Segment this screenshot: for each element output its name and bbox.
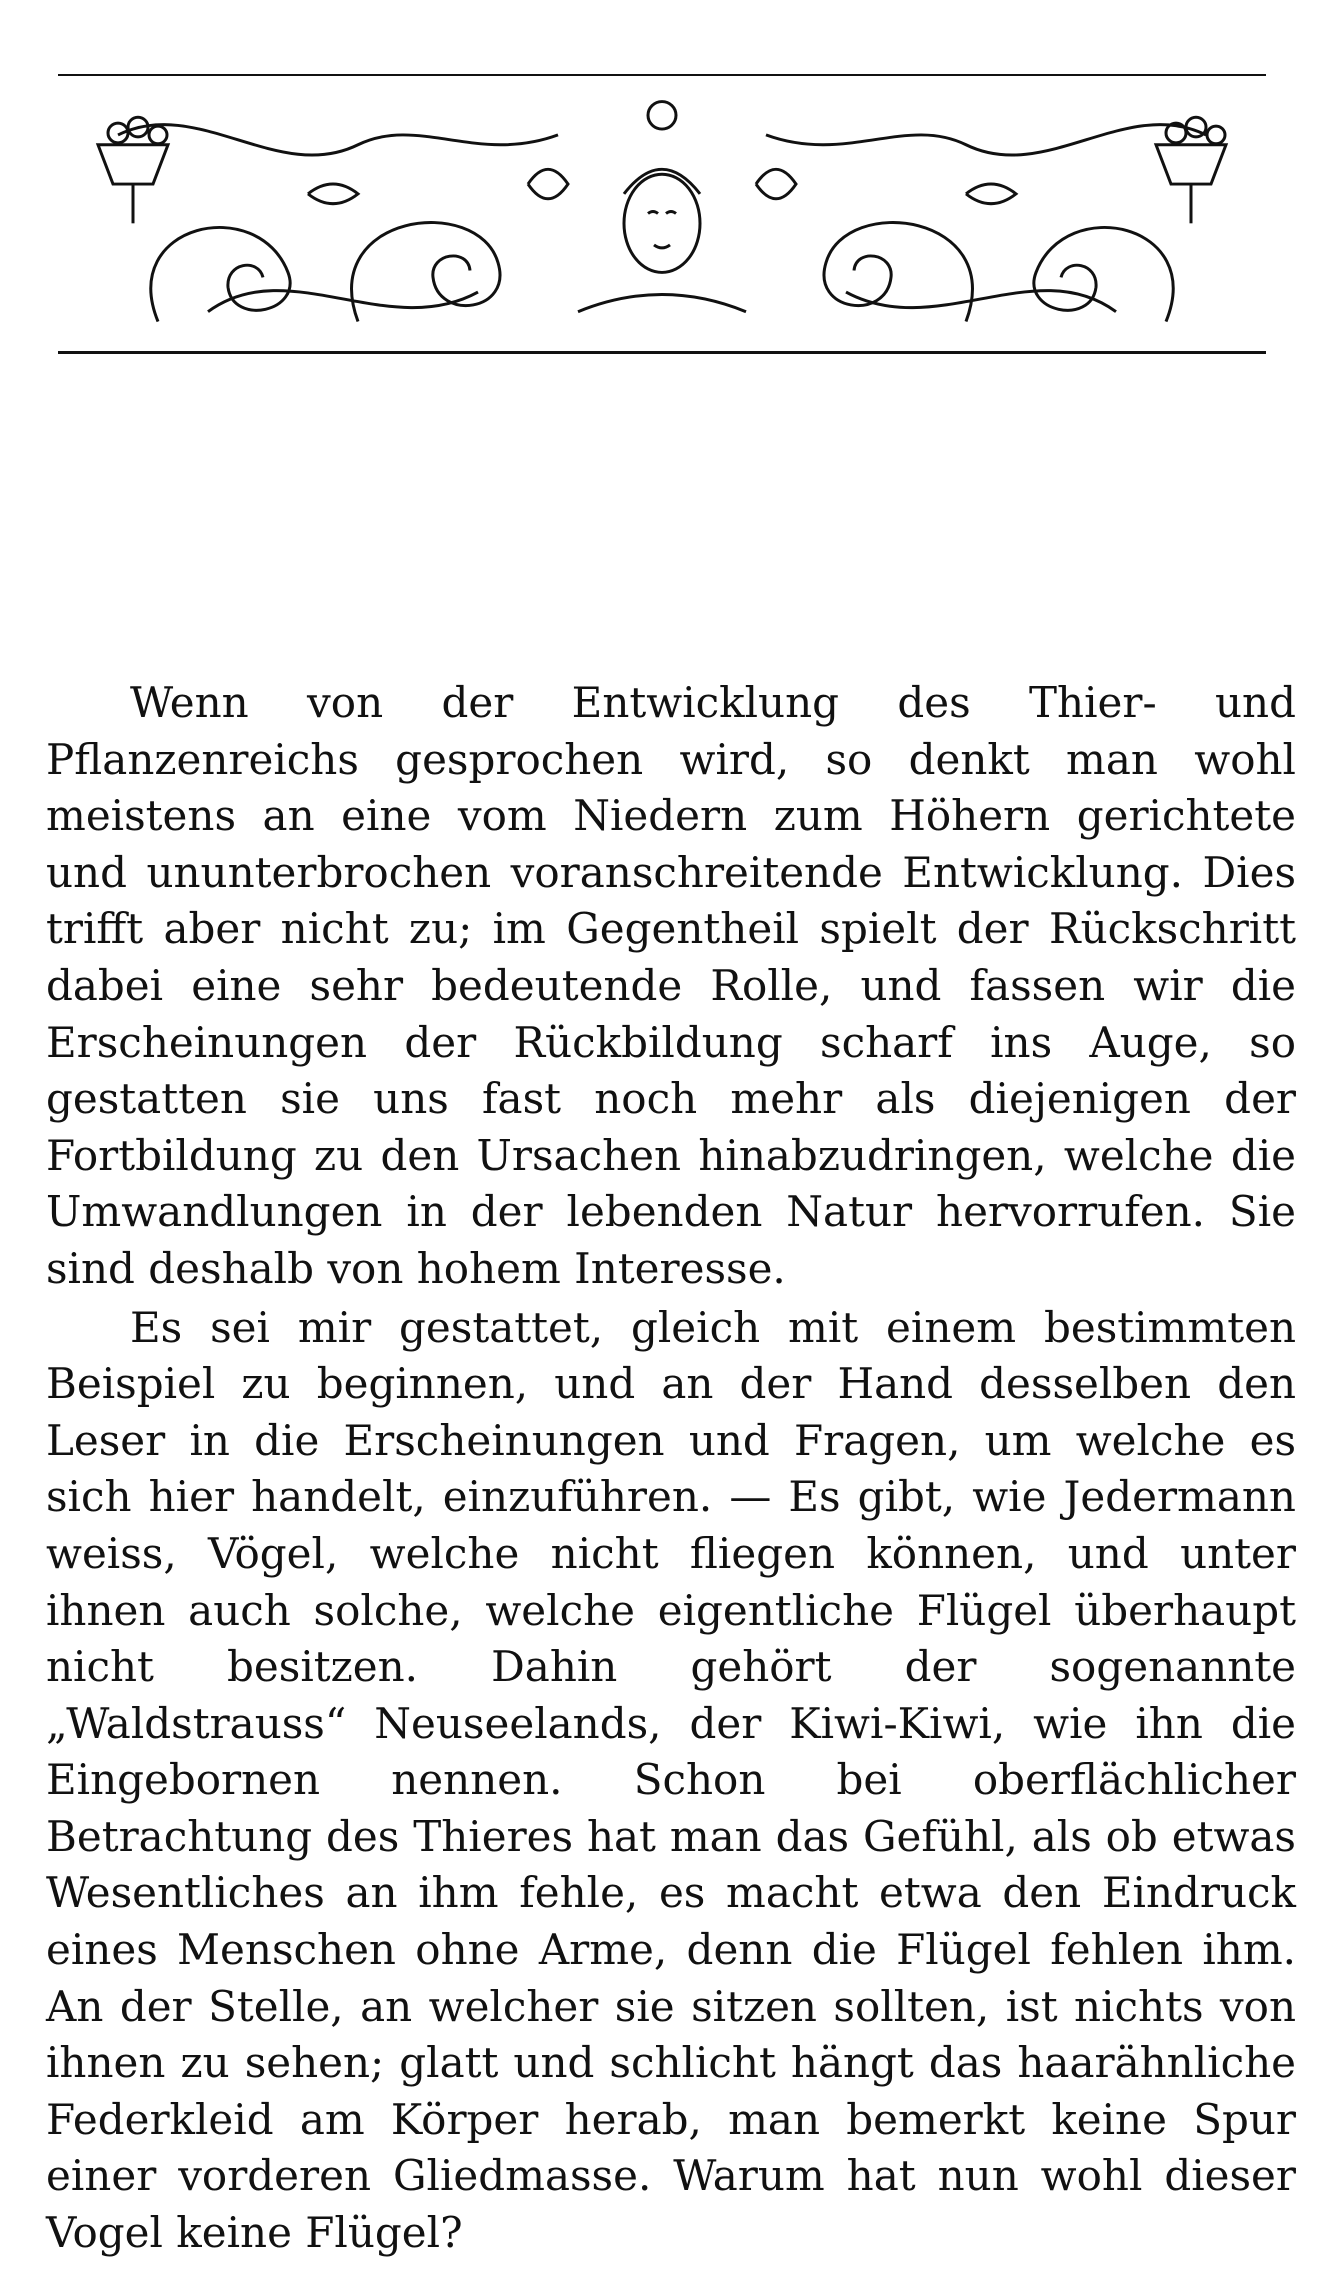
paragraph-1: Wenn von der Entwicklung des Thier- und Pflanzenreichs gesprochen wird, so denkt man wohl meistens an eine vom Niedern zum Höhern gerichtete und ununterbrochen voranschreitende Entwicklung. Dies trifft aber nicht zu; im Gegentheil spielt der Rückschritt dabei eine sehr bedeutende Rolle, und fassen wir die Erscheinungen der Rückbildung scharf ins Auge, so gestatten sie uns fast noch mehr als diejenigen der Fortbildung zu den Ursachen hinabzudringen, welche die Umwandlungen in der lebenden Natur hervorrufen. Sie sind deshalb von hohem Interesse. (46, 678, 1296, 1293)
body-text (46, 675, 1296, 2262)
decorative-scroll-header-icon (58, 74, 1266, 354)
paragraph-2: Es sei mir gestattet, gleich mit einem bestimmten Beispiel zu beginnen, und an der Hand desselben den Leser in die Erscheinungen und Fragen, um welche es sich hier handelt, einzuführen. — Es gibt, wie Jedermann weiss, Vögel, welche nicht fliegen können, und unter ihnen auch solche, welche eigentliche Flügel überhaupt nicht besitzen. Dahin gehört der sogenannte „Waldstrauss“ Neuseelands, der Kiwi-Kiwi, wie ihn die Eingebornen nennen. Schon bei oberflächlicher Betrachtung des Thieres hat man das Gefühl, als ob etwas Wesentliches an ihm fehle, es macht etwa den Eindruck eines Menschen ohne Arme, denn die Flügel fehlen ihm. An der Stelle, an welcher sie sitzen sollten, ist nichts von ihnen zu sehen; glatt und schlicht hängt das haarähnliche Federkleid am Körper herab, man bemerkt keine Spur einer vorderen Gliedmasse. Warum hat nun wohl dieser Vogel keine Flügel? (46, 1302, 1296, 2258)
